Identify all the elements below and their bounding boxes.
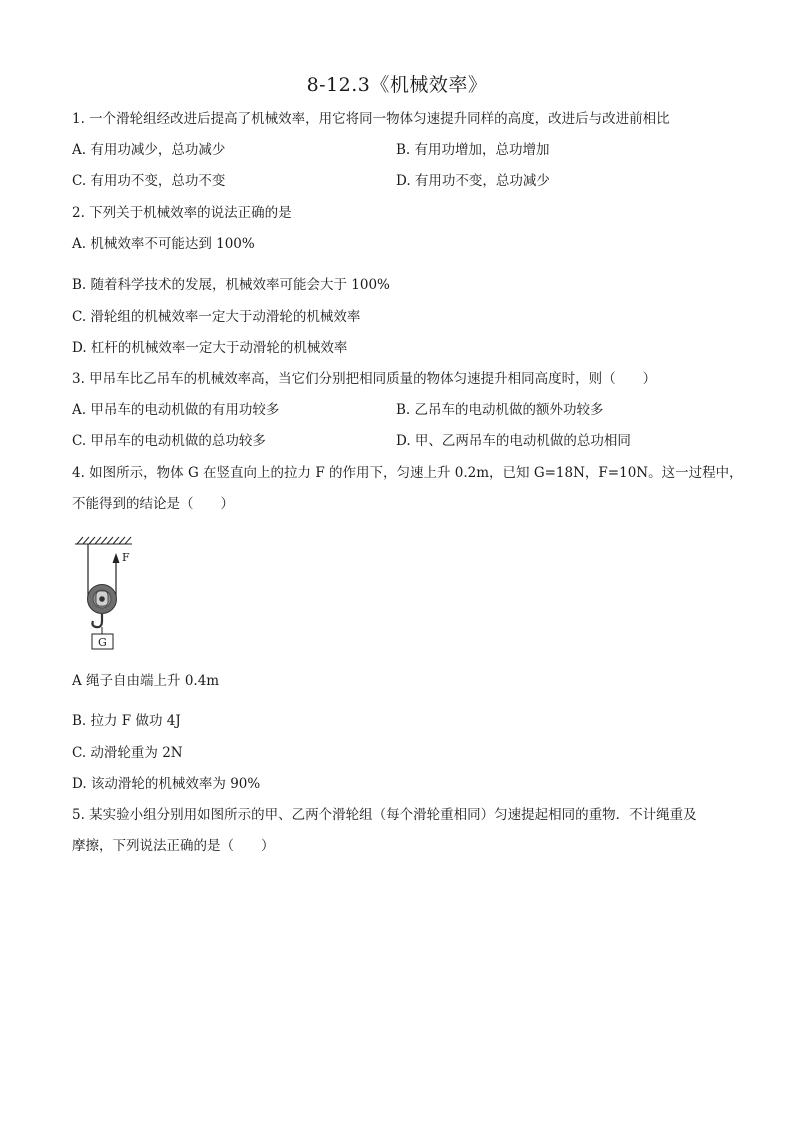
q4-option-b: B. 拉力 F 做功 4J [72,713,181,729]
pulley-diagram [72,535,142,653]
q5-stem-line1: 5. 某实验小组分别用如图所示的甲、乙两个滑轮组（每个滑轮重相同）匀速提起相同的重物．不计绳重及 [72,807,697,823]
force-label: F [122,551,130,564]
q4-option-c: C. 动滑轮重为 2N [72,745,183,761]
q3-option-d: D. 甲、乙两吊车的电动机做的总功相同 [396,433,631,449]
pulley-figure [72,535,142,653]
q2-option-c: C. 滑轮组的机械效率一定大于动滑轮的机械效率 [72,309,361,325]
q4-option-d: D. 该动滑轮的机械效率为 90% [72,776,261,792]
q1-option-d: D. 有用功不变，总功减少 [396,173,550,189]
q1-option-a: A. 有用功减少，总功减少 [72,142,226,158]
q1-option-b: B. 有用功增加，总功增加 [396,142,550,158]
q1-stem: 1. 一个滑轮组经改进后提高了机械效率，用它将同一物体匀速提升同样的高度，改进后与改进前相比 [72,111,670,127]
q3-option-a: A. 甲吊车的电动机做的有用功较多 [72,402,280,418]
q4-option-a: A 绳子自由端上升 0.4m [72,673,220,689]
weight-label: G [98,636,107,649]
q3-option-c: C. 甲吊车的电动机做的总功较多 [72,433,266,449]
q5-stem-line2: 摩擦，下列说法正确的是（ ） [72,838,275,854]
q2-option-b: B. 随着科学技术的发展，机械效率可能会大于 100% [72,277,390,293]
q4-stem-line2: 不能得到的结论是（ ） [72,496,234,512]
q4-stem-line1: 4. 如图所示，物体 G 在竖直向上的拉力 F 的作用下，匀速上升 0.2m，已知 G=18N，F=10N。这一过程中， [72,465,743,481]
page-title: 8-12.3《机械效率》 [306,74,488,96]
q2-stem: 2. 下列关于机械效率的说法正确的是 [72,205,292,221]
q3-stem: 3. 甲吊车比乙吊车的机械效率高，当它们分别把相同质量的物体匀速提升相同高度时，则（ ） [72,371,657,387]
ceiling-support [75,537,132,544]
q2-option-a: A. 机械效率不可能达到 100% [72,236,255,252]
q3-option-b: B. 乙吊车的电动机做的额外功较多 [396,402,604,418]
force-arrow [113,553,120,563]
q2-option-d: D. 杠杆的机械效率一定大于动滑轮的机械效率 [72,340,348,356]
q1-option-c: C. 有用功不变，总功不变 [72,173,226,189]
pulley-axle [99,596,105,602]
hook [92,614,102,627]
